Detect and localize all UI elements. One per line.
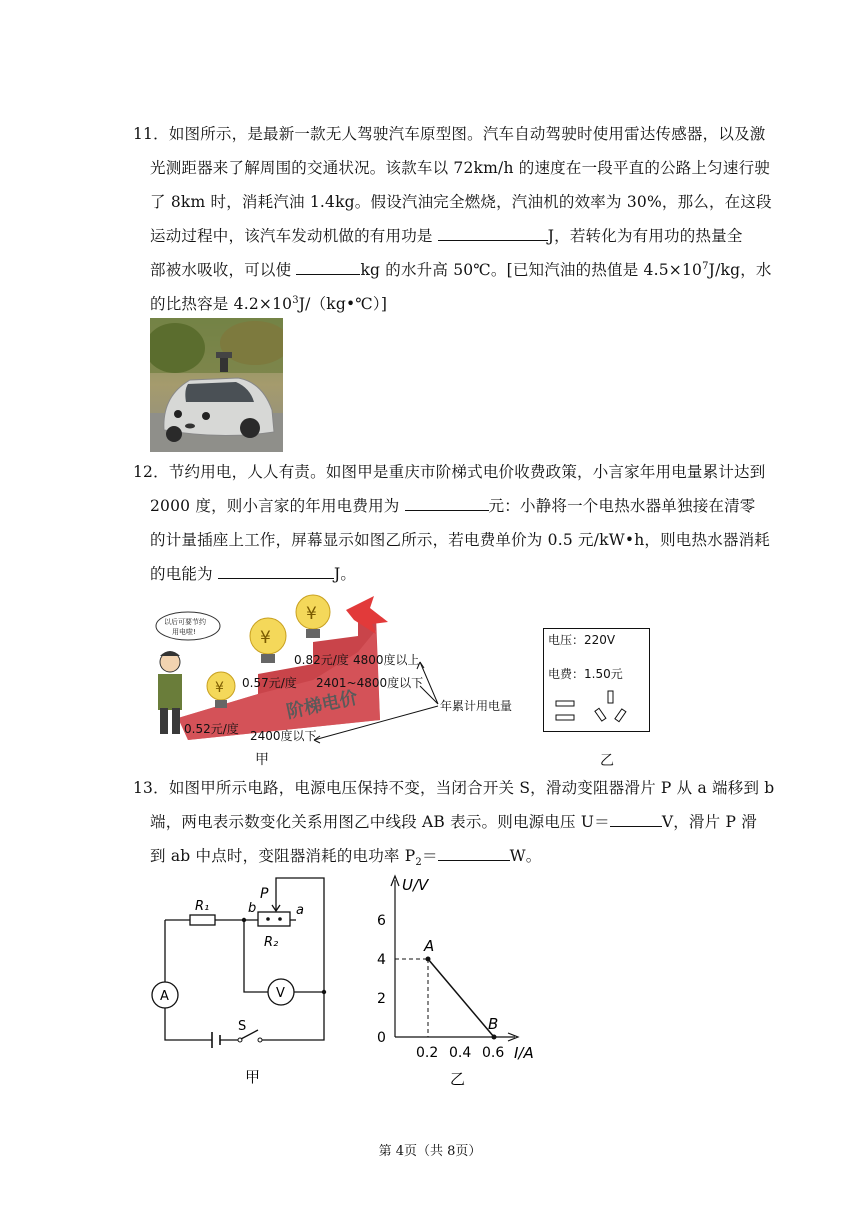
y-tick-label: 6 <box>377 913 386 929</box>
q13-text: 到 ab 中点时，变阻器消耗的电功率 P <box>150 847 416 865</box>
rheostat-r2 <box>258 912 290 926</box>
bulb-icon <box>296 595 330 638</box>
range-label: 2401~4800度以下 <box>316 676 424 690</box>
answer-blank[interactable] <box>438 846 510 861</box>
y-tick-label: 4 <box>377 952 386 968</box>
battery-icon <box>212 1032 220 1048</box>
q12-line-2 <box>150 494 756 516</box>
q11-text: 如图所示，是最新一款无人驾驶汽车原型图。汽车自动驾驶时使用雷达传感器，以及激 <box>168 125 766 143</box>
socket-icon <box>554 689 644 729</box>
q11-text: J/（kg•℃）] <box>298 295 388 313</box>
q11-text: 的比热容是 4.2×10 <box>150 295 293 313</box>
x-tick-label: 0.6 <box>482 1045 505 1061</box>
q11-text: J/kg，水 <box>708 261 772 279</box>
yen-icon: ¥ <box>260 628 271 648</box>
answer-blank[interactable] <box>610 812 662 827</box>
y-axis-label: U/V <box>402 876 429 894</box>
stair-label: 阶梯电价 <box>284 687 360 723</box>
switch-label: S <box>238 1019 247 1034</box>
x-tick-label: 0.2 <box>416 1045 439 1061</box>
yen-icon: ¥ <box>215 680 224 696</box>
range-label: 4800度以上 <box>353 653 420 667</box>
answer-blank[interactable] <box>296 260 360 275</box>
voltmeter-label: V <box>276 986 285 1001</box>
circuit-diagram <box>140 874 340 1094</box>
q11-text: 部被水吸收，可以使 <box>150 261 297 279</box>
segment-ab <box>428 959 494 1037</box>
price-label: 0.57元/度 <box>242 676 297 690</box>
q12-text: 元：小静将一个电热水器单独接在清零 <box>488 497 756 515</box>
r2-label: R₂ <box>264 935 279 950</box>
tiered-price-figure <box>148 590 528 770</box>
q12-line-3 <box>150 528 770 550</box>
q13-text: 端，两电表示数变化关系用图乙中线段 AB 表示。则电源电压 U＝ <box>150 813 610 831</box>
fee-readout: 电费：1.50元 <box>548 667 623 681</box>
figure-caption: 甲 <box>245 1068 261 1086</box>
meter-display <box>543 628 650 732</box>
q13-line-2 <box>150 810 757 832</box>
q11-text: 运动过程中，该汽车发动机做的有用功是 <box>150 227 438 245</box>
ammeter-label: A <box>160 989 169 1004</box>
price-label: 0.82元/度 <box>294 653 349 667</box>
q11-line-3 <box>150 190 772 212</box>
q12-text: 的电能为 <box>150 565 218 583</box>
y-tick-label: 0 <box>377 1030 386 1046</box>
q13-text: 如图甲所示电路，电源电压保持不变，当闭合开关 S，滑动变阻器滑片 P 从 a 端移到 b <box>168 779 775 797</box>
q11-line-2 <box>150 156 770 178</box>
answer-blank[interactable] <box>438 226 548 241</box>
resistor-r1 <box>190 915 215 925</box>
q11-line-5 <box>150 258 772 280</box>
person-illustration <box>158 651 182 734</box>
range-label: 2400度以下 <box>250 729 317 743</box>
q12-number: 12． <box>133 463 169 481</box>
annual-usage-label: 年累计用电量 <box>440 699 513 713</box>
q11-text: J，若转化为有用功的热量全 <box>547 227 743 245</box>
q12-text: J。 <box>333 565 357 583</box>
r1-label: R₁ <box>195 899 210 914</box>
q11-text: 了 8km 时，消耗汽油 1.4kg。假设汽油完全燃烧，汽油机的效率为 30%，那么，在这段 <box>150 193 772 211</box>
x-tick-label: 0.4 <box>449 1045 472 1061</box>
figure-caption: 乙 <box>450 1070 466 1088</box>
self-driving-car-photo <box>150 318 283 452</box>
q13-text: ＝ <box>421 847 438 865</box>
point-b <box>492 1035 497 1040</box>
yen-icon: ¥ <box>306 604 317 624</box>
q12-line-4 <box>150 562 356 584</box>
voltage-readout: 电压：220V <box>548 633 616 647</box>
superscript: 3 <box>292 294 299 306</box>
q12-text: 2000 度，则小言家的年用电费用为 <box>150 497 405 515</box>
slider-arrow-icon <box>272 898 280 911</box>
speech-bubble-text: 用电啦! <box>172 628 196 636</box>
bulb-icon <box>250 618 286 663</box>
speech-bubble-text: 以后可要节约 <box>164 618 206 626</box>
figure-caption: 乙 <box>600 753 614 769</box>
slider-p-label: P <box>260 886 269 902</box>
answer-blank[interactable] <box>405 496 489 511</box>
answer-blank[interactable] <box>218 564 334 579</box>
subscript: 2 <box>415 857 422 869</box>
q13-number: 13． <box>133 779 169 797</box>
y-tick-label: 2 <box>377 991 386 1007</box>
point-a-label: A <box>424 937 435 955</box>
q13-text: V，滑片 P 滑 <box>661 813 757 831</box>
q13-line-1 <box>133 776 774 798</box>
point-b-label: B <box>488 1015 499 1033</box>
q12-line-1 <box>133 460 765 482</box>
u-i-graph <box>370 872 560 1092</box>
q12-text: 的计量插座上工作，屏幕显示如图乙所示，若电费单价为 0.5 元/kW•h，则电热水器消耗 <box>150 531 770 549</box>
terminal-a-label: a <box>296 903 304 918</box>
q13-text: W。 <box>509 847 542 865</box>
q12-text: 节约用电，人人有责。如图甲是重庆市阶梯式电价收费政策，小言家年用电量累计达到 <box>168 463 766 481</box>
point-a <box>426 957 431 962</box>
q11-line-1 <box>133 122 765 144</box>
q11-line-6 <box>150 292 387 314</box>
terminal-b-label: b <box>248 901 257 916</box>
q13-line-3 <box>150 844 541 868</box>
superscript: 7 <box>702 260 709 272</box>
figure-caption: 甲 <box>255 752 269 768</box>
page-footer: 第 4页（共 8页） <box>378 1144 482 1159</box>
price-label: 0.52元/度 <box>184 722 239 736</box>
x-axis-label: I/A <box>514 1044 534 1062</box>
q11-text: 光测距器来了解周围的交通状况。该款车以 72km/h 的速度在一段平直的公路上匀速行驶 <box>150 159 770 177</box>
q11-line-4 <box>150 224 743 246</box>
q11-number: 11． <box>133 125 169 143</box>
q11-text: kg 的水升高 50℃。[已知汽油的热值是 4.5×10 <box>360 261 703 279</box>
